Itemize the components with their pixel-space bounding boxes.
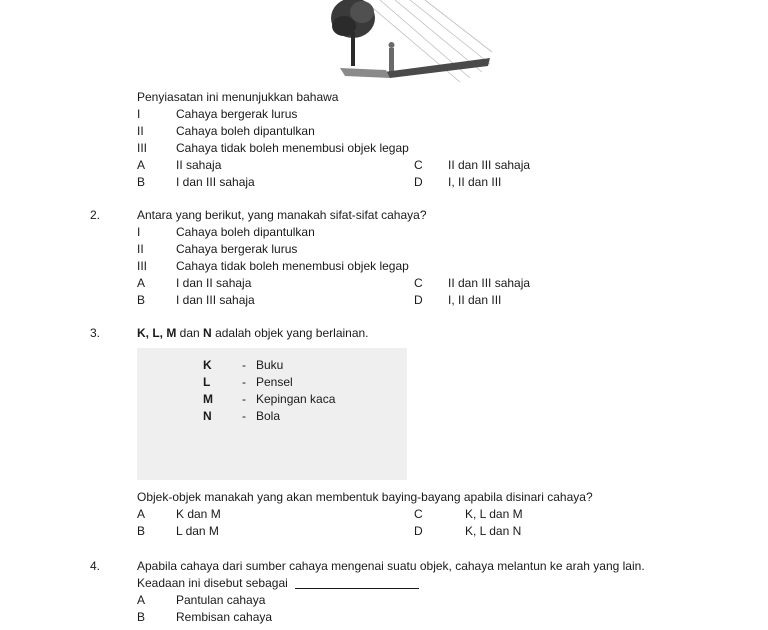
q2-option-text: II dan III sahaja [448, 276, 531, 290]
tree-shadow-illustration [320, 0, 495, 85]
q3-option-text: L dan M [176, 524, 219, 538]
q2-statement-num: II [137, 242, 144, 256]
q3-option-letter: D [414, 524, 423, 538]
q3-option-letter: A [137, 507, 146, 521]
object-name: Bola [256, 409, 281, 423]
q1-statement-num: I [137, 107, 141, 121]
q2-option-text: I, II dan III [448, 293, 502, 307]
q1-statement-num: III [137, 141, 148, 155]
object-name: Kepingan kaca [256, 392, 336, 406]
object-dash: - [242, 392, 246, 406]
q1-option-text: I, II dan III [448, 175, 502, 189]
object-dash: - [242, 358, 246, 372]
q2-option-letter: D [414, 293, 423, 307]
q3-option-text: K dan M [176, 507, 221, 521]
q4-option-letter: A [137, 593, 146, 607]
q2-option-text: I dan III sahaja [176, 293, 255, 307]
q3-stem-conjunction: dan [179, 326, 200, 340]
q1-statement-text: Cahaya bergerak lurus [176, 107, 298, 121]
q1-statement-text: Cahaya boleh dipantulkan [176, 124, 315, 138]
object-dash: - [242, 375, 246, 389]
q1-statement-text: Cahaya tidak boleh menembusi objek legap [176, 141, 409, 155]
q2-number: 2. [90, 208, 101, 222]
object-key: N [203, 409, 212, 423]
q4-stem-prompt: Keadaan ini disebut sebagai [137, 576, 288, 590]
q3-option-text: K, L dan M [465, 507, 523, 521]
q1-option-letter: D [414, 175, 423, 189]
q3-stem [137, 326, 369, 340]
object-key: M [203, 392, 213, 406]
q3-option-letter: C [414, 507, 423, 521]
q1-option-letter: A [137, 158, 146, 172]
q2-statement-text: Cahaya bergerak lurus [176, 242, 298, 256]
q2-statement-text: Cahaya tidak boleh menembusi objek legap [176, 259, 409, 273]
q4-option-text: Rembisan cahaya [176, 610, 273, 624]
q2-option-letter: B [137, 293, 146, 307]
q4-option-letter: B [137, 610, 146, 624]
q1-statement-num: II [137, 124, 144, 138]
q3-stem-bold-keys: K, L, M [137, 326, 177, 340]
q3-stem-bold-key: N [203, 326, 212, 340]
q1-stem: Penyiasatan ini menunjukkan bahawa [137, 90, 339, 104]
object-key: K [203, 358, 212, 372]
q2-stem: Antara yang berikut, yang manakah sifat-sifat cahaya? [137, 208, 427, 222]
q1-option-text: I dan III sahaja [176, 175, 255, 189]
q3-stem-rest: adalah objek yang berlainan. [215, 326, 369, 340]
q4-number: 4. [90, 559, 101, 573]
object-name: Pensel [256, 375, 293, 389]
q1-option-letter: B [137, 175, 146, 189]
q2-option-letter: C [414, 276, 423, 290]
q1-option-text: II sahaja [176, 158, 222, 172]
q1-option-text: II dan III sahaja [448, 158, 531, 172]
answer-blank-line [295, 588, 419, 589]
q3-number: 3. [90, 326, 101, 340]
q3-option-text: K, L dan N [465, 524, 522, 538]
object-dash: - [242, 409, 246, 423]
q2-option-text: I dan II sahaja [176, 276, 252, 290]
q2-option-letter: A [137, 276, 146, 290]
q2-statement-num: I [137, 225, 141, 239]
q4-stem: Apabila cahaya dari sumber cahaya mengenai suatu objek, cahaya melantun ke arah yang lain. [137, 559, 645, 573]
object-name: Buku [256, 358, 284, 372]
q2-statement-text: Cahaya boleh dipantulkan [176, 225, 315, 239]
q3-option-letter: B [137, 524, 146, 538]
q3-question: Objek-objek manakah yang akan membentuk baying-bayang apabila disinari cahaya? [137, 490, 593, 504]
q4-option-text: Pantulan cahaya [176, 593, 266, 607]
q1-option-letter: C [414, 158, 423, 172]
q2-statement-num: III [137, 259, 148, 273]
object-key: L [203, 375, 211, 389]
